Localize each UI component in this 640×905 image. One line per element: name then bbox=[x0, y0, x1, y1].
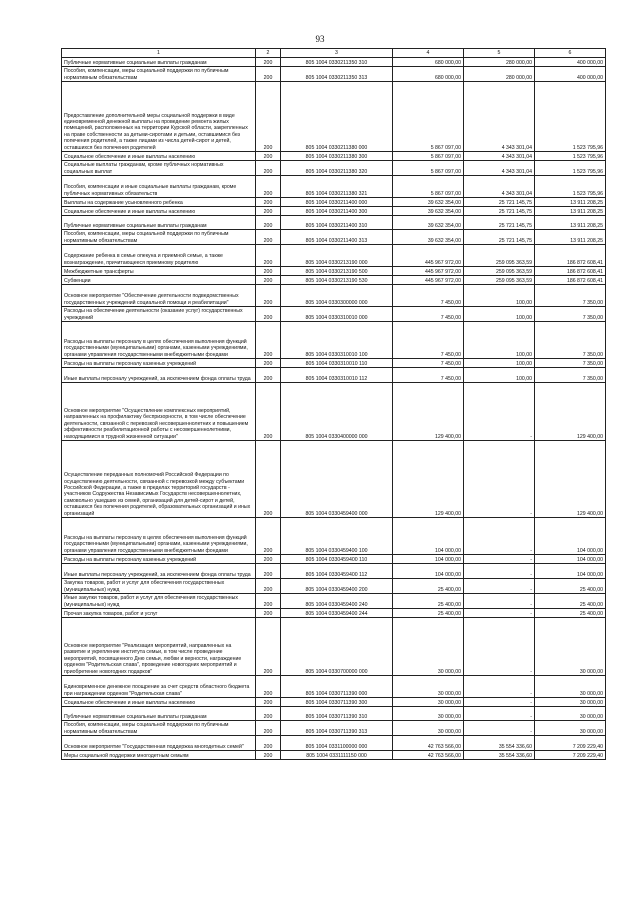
remainder-amount-cell: 13 911 208,25 bbox=[535, 207, 606, 216]
table-row bbox=[62, 441, 606, 518]
table-row bbox=[62, 198, 606, 207]
row-name-cell: Расходы на выплаты персоналу казенных учреждений bbox=[62, 359, 256, 368]
budget-code-cell: 805 1004 0330213190 500 bbox=[281, 267, 393, 276]
executed-amount-cell: - bbox=[464, 441, 535, 518]
row-name-cell: Расходы на выплаты персоналу казенных учреждений bbox=[62, 555, 256, 564]
table-row bbox=[62, 518, 606, 555]
approved-amount-cell: 104 000,00 bbox=[393, 564, 464, 579]
column-header: 4 bbox=[393, 49, 464, 58]
row-name-cell: Расходы на выплаты персоналу в целях обеспечения выполнения функций государственными (муниципальными) органами, казенными учреждениями, органами управления государственными внебюджетными фондами bbox=[62, 518, 256, 555]
column-header: 2 bbox=[256, 49, 281, 58]
table-row bbox=[62, 751, 606, 760]
ministry-code-cell: 200 bbox=[256, 176, 281, 198]
table-row bbox=[62, 82, 606, 152]
table-row bbox=[62, 58, 606, 67]
executed-amount-cell: 35 554 336,60 bbox=[464, 736, 535, 751]
ministry-code-cell: 200 bbox=[256, 618, 281, 676]
budget-table bbox=[61, 48, 606, 760]
budget-code-cell: 805 1004 0330459400 110 bbox=[281, 555, 393, 564]
budget-code-cell: 805 1004 0330213190 000 bbox=[281, 245, 393, 267]
executed-amount-cell: 25 721 145,75 bbox=[464, 207, 535, 216]
remainder-amount-cell: 25 400,00 bbox=[535, 609, 606, 618]
remainder-amount-cell: 7 209 229,40 bbox=[535, 736, 606, 751]
column-header: 3 bbox=[281, 49, 393, 58]
ministry-code-cell: 200 bbox=[256, 359, 281, 368]
approved-amount-cell: 680 000,00 bbox=[393, 58, 464, 67]
remainder-amount-cell: 129 400,00 bbox=[535, 383, 606, 441]
budget-code-cell: 805 1004 0330211400 313 bbox=[281, 230, 393, 245]
table-body bbox=[62, 58, 606, 760]
executed-amount-cell: 25 721 145,75 bbox=[464, 216, 535, 230]
ministry-code-cell: 200 bbox=[256, 564, 281, 579]
budget-code-cell: 805 1004 0330700000 000 bbox=[281, 618, 393, 676]
remainder-amount-cell: 186 872 608,41 bbox=[535, 267, 606, 276]
executed-amount-cell: - bbox=[464, 609, 535, 618]
table-row bbox=[62, 276, 606, 285]
executed-amount-cell: 4 343 301,04 bbox=[464, 82, 535, 152]
executed-amount-cell: 100,00 bbox=[464, 368, 535, 383]
remainder-amount-cell: 7 350,00 bbox=[535, 285, 606, 307]
table-row bbox=[62, 707, 606, 721]
ministry-code-cell: 200 bbox=[256, 441, 281, 518]
table-row bbox=[62, 618, 606, 676]
remainder-amount-cell: 104 000,00 bbox=[535, 518, 606, 555]
ministry-code-cell: 200 bbox=[256, 230, 281, 245]
budget-code-cell: 805 1004 0330211380 321 bbox=[281, 176, 393, 198]
row-name-cell: Социальные выплаты гражданам, кроме публичных нормативных социальных выплат bbox=[62, 161, 256, 176]
executed-amount-cell: 280 000,00 bbox=[464, 58, 535, 67]
table-header-row bbox=[62, 49, 606, 58]
executed-amount-cell: 25 721 145,75 bbox=[464, 198, 535, 207]
executed-amount-cell: 100,00 bbox=[464, 359, 535, 368]
approved-amount-cell: 25 400,00 bbox=[393, 594, 464, 609]
executed-amount-cell: - bbox=[464, 383, 535, 441]
remainder-amount-cell: 1 523 795,96 bbox=[535, 161, 606, 176]
row-name-cell: Закупка товаров, работ и услуг для обеспечения государственных (муниципальных) нужд bbox=[62, 579, 256, 594]
budget-code-cell: 805 1004 0330459400 244 bbox=[281, 609, 393, 618]
row-name-cell: Основное мероприятие "Реализация мероприятий, направленных на развитие и укрепление института семьи, в том числе проведение мероприятий, посвященного Дню семьи, любви и верности, награждение орденом "Родительская слава", проведение новогодних мероприятий и приобретение новогодних подарков" bbox=[62, 618, 256, 676]
row-name-cell: Пособия, компенсации, меры социальной поддержки по публичным нормативным обязательствам bbox=[62, 230, 256, 245]
ministry-code-cell: 200 bbox=[256, 594, 281, 609]
executed-amount-cell: 4 343 301,04 bbox=[464, 176, 535, 198]
row-name-cell: Социальное обеспечение и иные выплаты населению bbox=[62, 152, 256, 161]
remainder-amount-cell: 104 000,00 bbox=[535, 555, 606, 564]
remainder-amount-cell: 7 350,00 bbox=[535, 307, 606, 322]
executed-amount-cell: 259 095 363,59 bbox=[464, 245, 535, 267]
executed-amount-cell: - bbox=[464, 676, 535, 698]
remainder-amount-cell: 30 000,00 bbox=[535, 707, 606, 721]
table-row bbox=[62, 267, 606, 276]
ministry-code-cell: 200 bbox=[256, 707, 281, 721]
ministry-code-cell: 200 bbox=[256, 736, 281, 751]
budget-code-cell: 805 1004 0330211350 310 bbox=[281, 58, 393, 67]
ministry-code-cell: 200 bbox=[256, 368, 281, 383]
executed-amount-cell: - bbox=[464, 698, 535, 707]
remainder-amount-cell: 7 350,00 bbox=[535, 368, 606, 383]
approved-amount-cell: 25 400,00 bbox=[393, 579, 464, 594]
executed-amount-cell: 35 554 336,60 bbox=[464, 751, 535, 760]
approved-amount-cell: 680 000,00 bbox=[393, 67, 464, 82]
ministry-code-cell: 200 bbox=[256, 207, 281, 216]
approved-amount-cell: 5 867 097,00 bbox=[393, 152, 464, 161]
budget-code-cell: 805 1004 0330459400 000 bbox=[281, 441, 393, 518]
ministry-code-cell: 200 bbox=[256, 161, 281, 176]
budget-code-cell: 805 1004 0330211400 310 bbox=[281, 216, 393, 230]
row-name-cell: Основное мероприятие "Государственная поддержка многодетных семей" bbox=[62, 736, 256, 751]
executed-amount-cell: 4 343 301,04 bbox=[464, 161, 535, 176]
executed-amount-cell: 4 343 301,04 bbox=[464, 152, 535, 161]
ministry-code-cell: 200 bbox=[256, 698, 281, 707]
budget-code-cell: 805 1004 0330711390 313 bbox=[281, 721, 393, 736]
table-row bbox=[62, 245, 606, 267]
ministry-code-cell: 200 bbox=[256, 322, 281, 359]
remainder-amount-cell: 186 872 608,41 bbox=[535, 276, 606, 285]
budget-code-cell: 805 1004 0330459400 100 bbox=[281, 518, 393, 555]
remainder-amount-cell: 13 911 208,25 bbox=[535, 230, 606, 245]
table-row bbox=[62, 594, 606, 609]
approved-amount-cell: 30 000,00 bbox=[393, 721, 464, 736]
row-name-cell: Иные выплаты персоналу учреждений, за исключением фонда оплаты труда bbox=[62, 564, 256, 579]
row-name-cell: Предоставление дополнительной меры социальной поддержки в виде единовременной денежной выплаты на проведение ремонта жилых помещений, расположенных на территории Курской области, закрепленных на праве собственности за детьми-сиротами и детьми, оставшимися без попечения родителей, а также лицами из числа детей-сирот и детей, оставшихся без попечения родителей bbox=[62, 82, 256, 152]
column-header: 5 bbox=[464, 49, 535, 58]
remainder-amount-cell: 25 400,00 bbox=[535, 579, 606, 594]
table-row bbox=[62, 230, 606, 245]
approved-amount-cell: 39 632 354,00 bbox=[393, 230, 464, 245]
table-row bbox=[62, 152, 606, 161]
row-name-cell: Выплаты на содержание усыновленного ребенка bbox=[62, 198, 256, 207]
ministry-code-cell: 200 bbox=[256, 58, 281, 67]
remainder-amount-cell: 30 000,00 bbox=[535, 676, 606, 698]
executed-amount-cell: - bbox=[464, 564, 535, 579]
approved-amount-cell: 445 967 972,00 bbox=[393, 245, 464, 267]
approved-amount-cell: 42 763 566,00 bbox=[393, 751, 464, 760]
remainder-amount-cell: 1 523 795,96 bbox=[535, 82, 606, 152]
approved-amount-cell: 7 450,00 bbox=[393, 359, 464, 368]
approved-amount-cell: 30 000,00 bbox=[393, 618, 464, 676]
remainder-amount-cell: 30 000,00 bbox=[535, 698, 606, 707]
budget-code-cell: 805 1004 0330211400 300 bbox=[281, 207, 393, 216]
row-name-cell: Субвенции bbox=[62, 276, 256, 285]
remainder-amount-cell: 129 400,00 bbox=[535, 441, 606, 518]
table-row bbox=[62, 176, 606, 198]
page-number: 93 bbox=[315, 34, 325, 44]
executed-amount-cell: - bbox=[464, 618, 535, 676]
budget-code-cell: 805 1004 0330213190 530 bbox=[281, 276, 393, 285]
approved-amount-cell: 30 000,00 bbox=[393, 676, 464, 698]
remainder-amount-cell: 104 000,00 bbox=[535, 564, 606, 579]
ministry-code-cell: 200 bbox=[256, 518, 281, 555]
ministry-code-cell: 200 bbox=[256, 751, 281, 760]
approved-amount-cell: 5 867 097,00 bbox=[393, 176, 464, 198]
ministry-code-cell: 200 bbox=[256, 579, 281, 594]
approved-amount-cell: 104 000,00 bbox=[393, 555, 464, 564]
row-name-cell: Социальное обеспечение и иные выплаты населению bbox=[62, 698, 256, 707]
table-row bbox=[62, 161, 606, 176]
budget-code-cell: 805 1004 0330310010 100 bbox=[281, 322, 393, 359]
executed-amount-cell: 259 095 363,59 bbox=[464, 276, 535, 285]
budget-code-cell: 805 1004 0330711390 310 bbox=[281, 707, 393, 721]
ministry-code-cell: 200 bbox=[256, 285, 281, 307]
row-name-cell: Меры социальной поддержки многодетным семьям bbox=[62, 751, 256, 760]
approved-amount-cell: 104 000,00 bbox=[393, 518, 464, 555]
ministry-code-cell: 200 bbox=[256, 307, 281, 322]
executed-amount-cell: 280 000,00 bbox=[464, 67, 535, 82]
budget-code-cell: 805 1004 0330310010 112 bbox=[281, 368, 393, 383]
row-name-cell: Основное мероприятие "Обеспечение деятельности подведомственных государственных учреждений социальной помощи и реабилитации" bbox=[62, 285, 256, 307]
executed-amount-cell: - bbox=[464, 707, 535, 721]
executed-amount-cell: 25 721 145,75 bbox=[464, 230, 535, 245]
table-row bbox=[62, 555, 606, 564]
approved-amount-cell: 39 632 354,00 bbox=[393, 207, 464, 216]
budget-code-cell: 805 1004 0331111150 000 bbox=[281, 751, 393, 760]
remainder-amount-cell: 400 000,00 bbox=[535, 58, 606, 67]
table-row bbox=[62, 721, 606, 736]
table-row bbox=[62, 285, 606, 307]
remainder-amount-cell: 400 000,00 bbox=[535, 67, 606, 82]
executed-amount-cell: 259 095 363,59 bbox=[464, 267, 535, 276]
row-name-cell: Межбюджетные трансферты bbox=[62, 267, 256, 276]
ministry-code-cell: 200 bbox=[256, 198, 281, 207]
remainder-amount-cell: 1 523 795,96 bbox=[535, 152, 606, 161]
column-header: 6 bbox=[535, 49, 606, 58]
approved-amount-cell: 5 867 097,00 bbox=[393, 161, 464, 176]
remainder-amount-cell: 30 000,00 bbox=[535, 721, 606, 736]
table-row bbox=[62, 698, 606, 707]
executed-amount-cell: - bbox=[464, 579, 535, 594]
approved-amount-cell: 30 000,00 bbox=[393, 698, 464, 707]
remainder-amount-cell: 7 350,00 bbox=[535, 359, 606, 368]
ministry-code-cell: 200 bbox=[256, 67, 281, 82]
approved-amount-cell: 39 632 354,00 bbox=[393, 198, 464, 207]
row-name-cell: Пособия, компенсации, меры социальной поддержки по публичным нормативным обязательствам bbox=[62, 721, 256, 736]
approved-amount-cell: 42 763 566,00 bbox=[393, 736, 464, 751]
row-name-cell: Иные закупки товаров, работ и услуг для обеспечения государственных (муниципальных) нужд bbox=[62, 594, 256, 609]
table-row bbox=[62, 359, 606, 368]
table-row bbox=[62, 564, 606, 579]
approved-amount-cell: 5 867 097,00 bbox=[393, 82, 464, 152]
table-row bbox=[62, 579, 606, 594]
ministry-code-cell: 200 bbox=[256, 383, 281, 441]
budget-code-cell: 805 1004 0330400000 000 bbox=[281, 383, 393, 441]
executed-amount-cell: - bbox=[464, 594, 535, 609]
table-row bbox=[62, 383, 606, 441]
table-row bbox=[62, 609, 606, 618]
ministry-code-cell: 200 bbox=[256, 276, 281, 285]
ministry-code-cell: 200 bbox=[256, 267, 281, 276]
row-name-cell: Основное мероприятие "Осуществление комплексных мероприятий, направленных на профилактику беспризорности, в том числе обеспечение деятельности, связанной с перевозкой несовершеннолетних и повышением эффективности реабилитационной работы с несовершеннолетними, находящимися в трудной жизненной ситуации" bbox=[62, 383, 256, 441]
budget-code-cell: 805 1004 0330711390 300 bbox=[281, 698, 393, 707]
approved-amount-cell: 129 400,00 bbox=[393, 383, 464, 441]
budget-code-cell: 805 1004 0330459400 240 bbox=[281, 594, 393, 609]
row-name-cell: Публичные нормативные социальные выплаты гражданам bbox=[62, 58, 256, 67]
budget-code-cell: 805 1004 0330459400 200 bbox=[281, 579, 393, 594]
approved-amount-cell: 445 967 972,00 bbox=[393, 267, 464, 276]
ministry-code-cell: 200 bbox=[256, 609, 281, 618]
budget-code-cell: 805 1004 0330211380 320 bbox=[281, 161, 393, 176]
approved-amount-cell: 30 000,00 bbox=[393, 707, 464, 721]
remainder-amount-cell: 13 911 208,25 bbox=[535, 216, 606, 230]
table-row bbox=[62, 67, 606, 82]
executed-amount-cell: - bbox=[464, 518, 535, 555]
ministry-code-cell: 200 bbox=[256, 82, 281, 152]
row-name-cell: Публичные нормативные социальные выплаты гражданам bbox=[62, 707, 256, 721]
row-name-cell: Содержание ребенка в семье опекуна и приемной семье, а также вознаграждение, причитающееся приемному родителю bbox=[62, 245, 256, 267]
approved-amount-cell: 7 450,00 bbox=[393, 285, 464, 307]
ministry-code-cell: 200 bbox=[256, 676, 281, 698]
remainder-amount-cell: 7 350,00 bbox=[535, 322, 606, 359]
remainder-amount-cell: 13 911 208,25 bbox=[535, 198, 606, 207]
row-name-cell: Иные выплаты персоналу учреждений, за исключением фонда оплаты труда bbox=[62, 368, 256, 383]
ministry-code-cell: 200 bbox=[256, 245, 281, 267]
budget-code-cell: 805 1004 0330211380 000 bbox=[281, 82, 393, 152]
table-row bbox=[62, 736, 606, 751]
approved-amount-cell: 7 450,00 bbox=[393, 322, 464, 359]
row-name-cell: Публичные нормативные социальные выплаты гражданам bbox=[62, 216, 256, 230]
table-row bbox=[62, 368, 606, 383]
executed-amount-cell: 100,00 bbox=[464, 307, 535, 322]
row-name-cell: Расходы на выплаты персоналу в целях обеспечения выполнения функций государственными (муниципальными) органами, казенными учреждениями, органами управления государственными внебюджетными фондами bbox=[62, 322, 256, 359]
approved-amount-cell: 39 632 354,00 bbox=[393, 216, 464, 230]
row-name-cell: Социальное обеспечение и иные выплаты населению bbox=[62, 207, 256, 216]
budget-code-cell: 805 1004 0330211350 313 bbox=[281, 67, 393, 82]
remainder-amount-cell: 186 872 608,41 bbox=[535, 245, 606, 267]
approved-amount-cell: 25 400,00 bbox=[393, 609, 464, 618]
approved-amount-cell: 7 450,00 bbox=[393, 368, 464, 383]
row-name-cell: Пособия, компенсации, меры социальной поддержки по публичным нормативным обязательствам bbox=[62, 67, 256, 82]
budget-code-cell: 805 1004 0330300000 000 bbox=[281, 285, 393, 307]
table-row bbox=[62, 207, 606, 216]
remainder-amount-cell: 25 400,00 bbox=[535, 594, 606, 609]
row-name-cell: Расходы на обеспечение деятельности (оказание услуг) государственных учреждений bbox=[62, 307, 256, 322]
ministry-code-cell: 200 bbox=[256, 152, 281, 161]
table-row bbox=[62, 322, 606, 359]
executed-amount-cell: - bbox=[464, 555, 535, 564]
budget-code-cell: 805 1004 0331100000 000 bbox=[281, 736, 393, 751]
approved-amount-cell: 445 967 972,00 bbox=[393, 276, 464, 285]
approved-amount-cell: 7 450,00 bbox=[393, 307, 464, 322]
row-name-cell: Пособия, компенсации и иные социальные выплаты гражданам, кроме публичных нормативных обязательств bbox=[62, 176, 256, 198]
budget-code-cell: 805 1004 0330211400 000 bbox=[281, 198, 393, 207]
ministry-code-cell: 200 bbox=[256, 721, 281, 736]
column-header: 1 bbox=[62, 49, 256, 58]
table-row bbox=[62, 307, 606, 322]
executed-amount-cell: - bbox=[464, 721, 535, 736]
remainder-amount-cell: 30 000,00 bbox=[535, 618, 606, 676]
budget-code-cell: 805 1004 0330459400 112 bbox=[281, 564, 393, 579]
executed-amount-cell: 100,00 bbox=[464, 322, 535, 359]
budget-code-cell: 805 1004 0330711390 000 bbox=[281, 676, 393, 698]
remainder-amount-cell: 7 209 229,40 bbox=[535, 751, 606, 760]
row-name-cell: Осуществление переданных полномочий Российской Федерации по осуществлению деятельности, связанной с перевозкой между субъектами Российской Федерации, а также в пределах территорий государств - участников Содружества Независимых Государств несовершеннолетних, самовольно ушедших из семей, организаций для детей-сирот и детей, оставшихся без попечения родителей, образовательных организаций и иных организаций bbox=[62, 441, 256, 518]
row-name-cell: Единовременное денежное поощрение за счет средств областного бюджета при награждении орденом "Родительская слава" bbox=[62, 676, 256, 698]
remainder-amount-cell: 1 523 795,96 bbox=[535, 176, 606, 198]
ministry-code-cell: 200 bbox=[256, 216, 281, 230]
approved-amount-cell: 129 400,00 bbox=[393, 441, 464, 518]
budget-code-cell: 805 1004 0330310010 110 bbox=[281, 359, 393, 368]
budget-code-cell: 805 1004 0330211380 300 bbox=[281, 152, 393, 161]
row-name-cell: Прочая закупка товаров, работ и услуг bbox=[62, 609, 256, 618]
table-row bbox=[62, 216, 606, 230]
budget-code-cell: 805 1004 0330310010 000 bbox=[281, 307, 393, 322]
executed-amount-cell: 100,00 bbox=[464, 285, 535, 307]
ministry-code-cell: 200 bbox=[256, 555, 281, 564]
table-row bbox=[62, 676, 606, 698]
